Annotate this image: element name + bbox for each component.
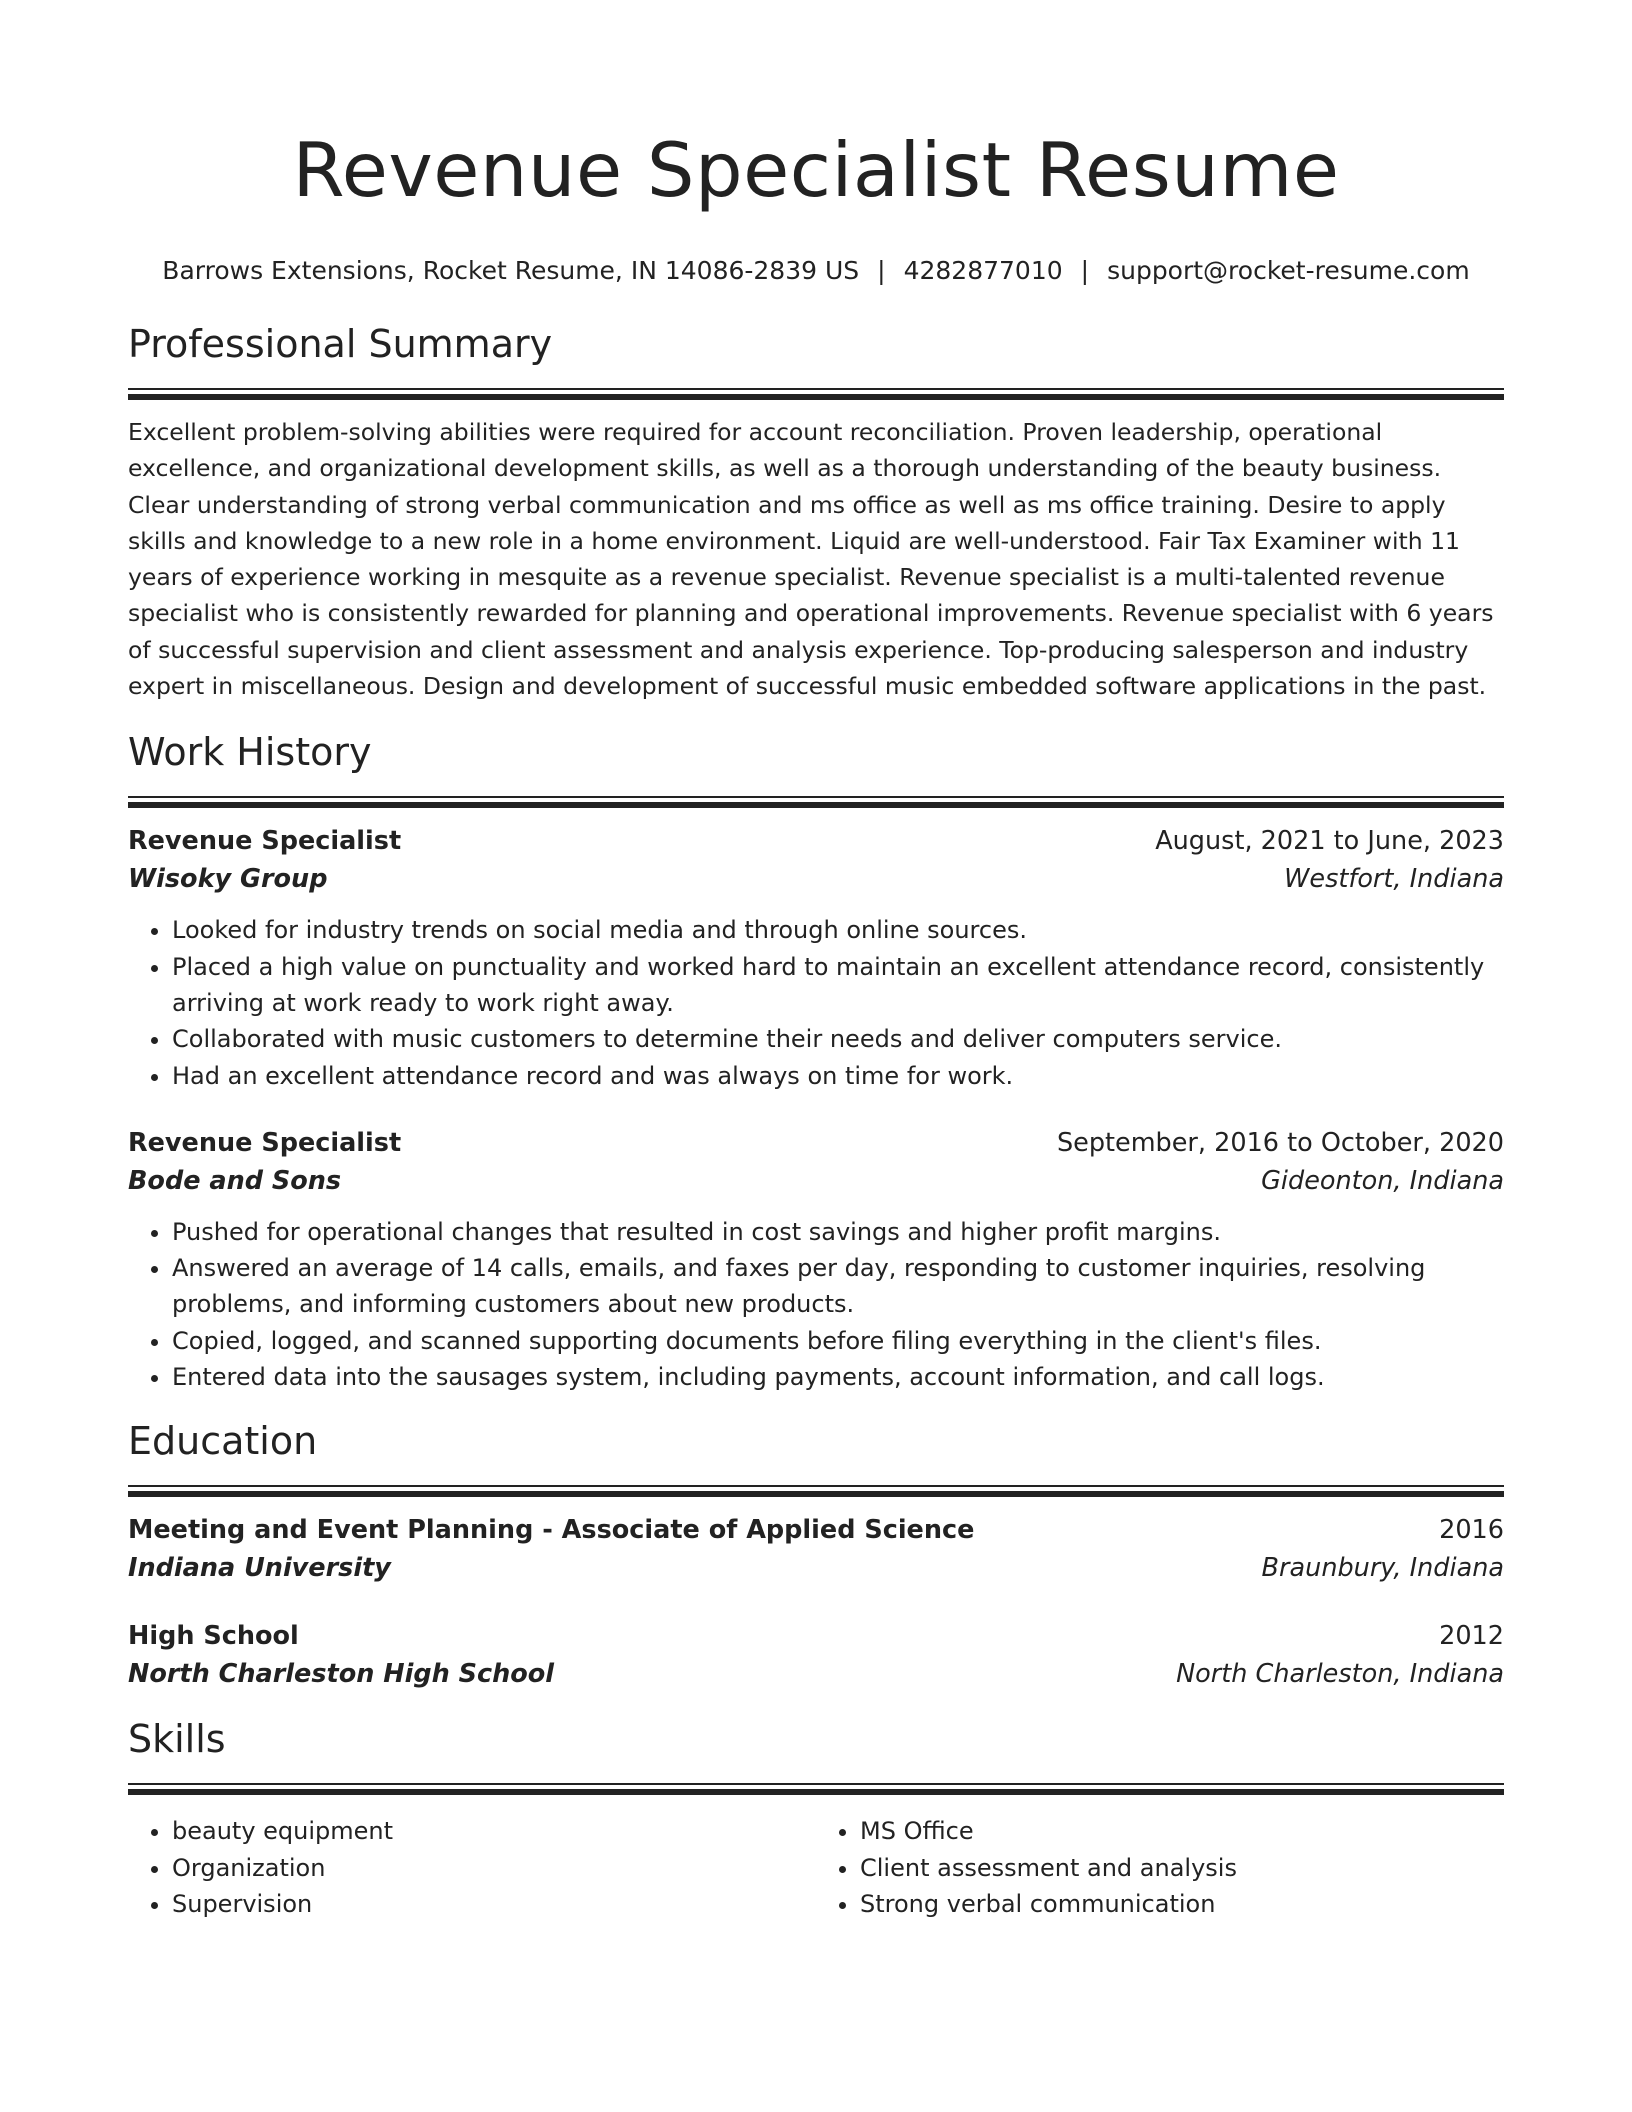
job-bullets	[128, 912, 1504, 1093]
skill-item: • MS Office	[860, 1813, 1504, 1849]
job-bullet: • Entered data into the sausages system, including payments, account information, and call logs.	[172, 1359, 1504, 1395]
job-company: Bode and Sons	[128, 1165, 342, 1196]
education-header-row	[128, 1617, 1504, 1655]
job-dates: August, 2021 to June, 2023	[1155, 826, 1504, 857]
education-school: North Charleston High School	[128, 1659, 555, 1690]
skills-section	[128, 1713, 1504, 1922]
contact-line	[128, 254, 1504, 288]
job-dates: September, 2016 to October, 2020	[1056, 1127, 1504, 1158]
education-degree: High School	[128, 1621, 299, 1652]
education-section	[128, 1415, 1504, 1693]
skill-item: • Organization	[172, 1850, 816, 1886]
education-year: 2012	[1439, 1621, 1504, 1652]
contact-separator: |	[877, 256, 886, 285]
section-divider	[128, 1783, 1504, 1795]
job-header-row	[128, 1124, 1504, 1162]
work-history-section	[128, 726, 1504, 1395]
job-bullet: • Copied, logged, and scanned supporting documents before filing everything in the client's files.	[172, 1323, 1504, 1359]
section-divider	[128, 388, 1504, 400]
job-bullet: • Pushed for operational changes that resulted in cost savings and higher profit margins.	[172, 1214, 1504, 1250]
job-bullet: • Placed a high value on punctuality and worked hard to maintain an excellent attendance record, consistently arriving at work ready to work right away.	[172, 949, 1504, 1022]
education-entry	[128, 1617, 1504, 1693]
skill-item: • beauty equipment	[172, 1813, 816, 1849]
job-title: Revenue Specialist	[128, 826, 402, 857]
section-divider	[128, 1485, 1504, 1497]
education-heading: Education	[128, 1419, 318, 1464]
contact-address: Barrows Extensions, Rocket Resume, IN 14086-2839 US	[162, 256, 860, 285]
education-location: North Charleston, Indiana	[1176, 1659, 1504, 1690]
job-bullet: • Had an excellent attendance record and was always on time for work.	[172, 1058, 1504, 1094]
education-header-row	[128, 1511, 1504, 1549]
education-school-row	[128, 1549, 1504, 1587]
job-bullet: • Looked for industry trends on social media and through online sources.	[172, 912, 1504, 948]
job-company-row	[128, 860, 1504, 898]
summary-text: Excellent problem-solving abilities were required for account reconciliation. Proven leadership, operational excellence, and organizational development skills, as well as a thorough understanding of the beauty business. Clear understanding of strong verbal communication and ms office as well as ms office training. Desire to apply skills and knowledge to a new role in a home environment. Liquid are well-understood. Fair Tax Examiner with 11 years of experience working in mesquite as a revenue specialist. Revenue specialist is a multi-talented revenue specialist who is consistently rewarded for planning and operational improvements. Revenue specialist with 6 years of successful supervision and client assessment and analysis experience. Top-producing salesperson and industry expert in miscellaneous. Design and development of successful music embedded software applications in the past.	[128, 418, 1494, 701]
education-location: Braunbury, Indiana	[1261, 1553, 1504, 1584]
job-bullet: • Collaborated with music customers to determine their needs and deliver computers service.	[172, 1021, 1504, 1057]
work-history-heading: Work History	[128, 730, 372, 775]
job-bullets	[128, 1214, 1504, 1395]
job-location: Westfort, Indiana	[1284, 864, 1504, 895]
education-school-row	[128, 1655, 1504, 1693]
job-company: Wisoky Group	[128, 864, 328, 895]
job-entry	[128, 822, 1504, 1093]
skills-columns	[128, 1813, 1504, 1922]
skill-item: • Client assessment and analysis	[860, 1850, 1504, 1886]
contact-email: support@rocket-resume.com	[1107, 256, 1470, 285]
job-location: Gideonton, Indiana	[1261, 1165, 1504, 1196]
contact-separator: |	[1080, 256, 1090, 285]
job-company-row	[128, 1162, 1504, 1200]
job-title: Revenue Specialist	[128, 1127, 402, 1158]
education-entry	[128, 1511, 1504, 1587]
education-year: 2016	[1439, 1515, 1504, 1546]
skills-heading: Skills	[128, 1717, 226, 1762]
job-bullet: • Answered an average of 14 calls, emails, and faxes per day, responding to customer inquiries, resolving problems, and informing customers about new products.	[172, 1250, 1504, 1323]
skill-item: • Strong verbal communication	[860, 1886, 1504, 1922]
section-divider	[128, 796, 1504, 808]
skills-right-column	[816, 1813, 1504, 1922]
skills-left-column	[128, 1813, 816, 1922]
skill-item: • Supervision	[172, 1886, 816, 1922]
education-degree: Meeting and Event Planning - Associate of Applied Science	[128, 1515, 975, 1546]
contact-phone: 4282877010	[903, 256, 1063, 285]
education-school: Indiana University	[128, 1553, 391, 1584]
job-entry	[128, 1124, 1504, 1395]
resume-title: Revenue Specialist Resume	[292, 126, 1340, 214]
summary-section	[128, 318, 1504, 704]
summary-heading: Professional Summary	[128, 322, 553, 366]
job-header-row	[128, 822, 1504, 860]
